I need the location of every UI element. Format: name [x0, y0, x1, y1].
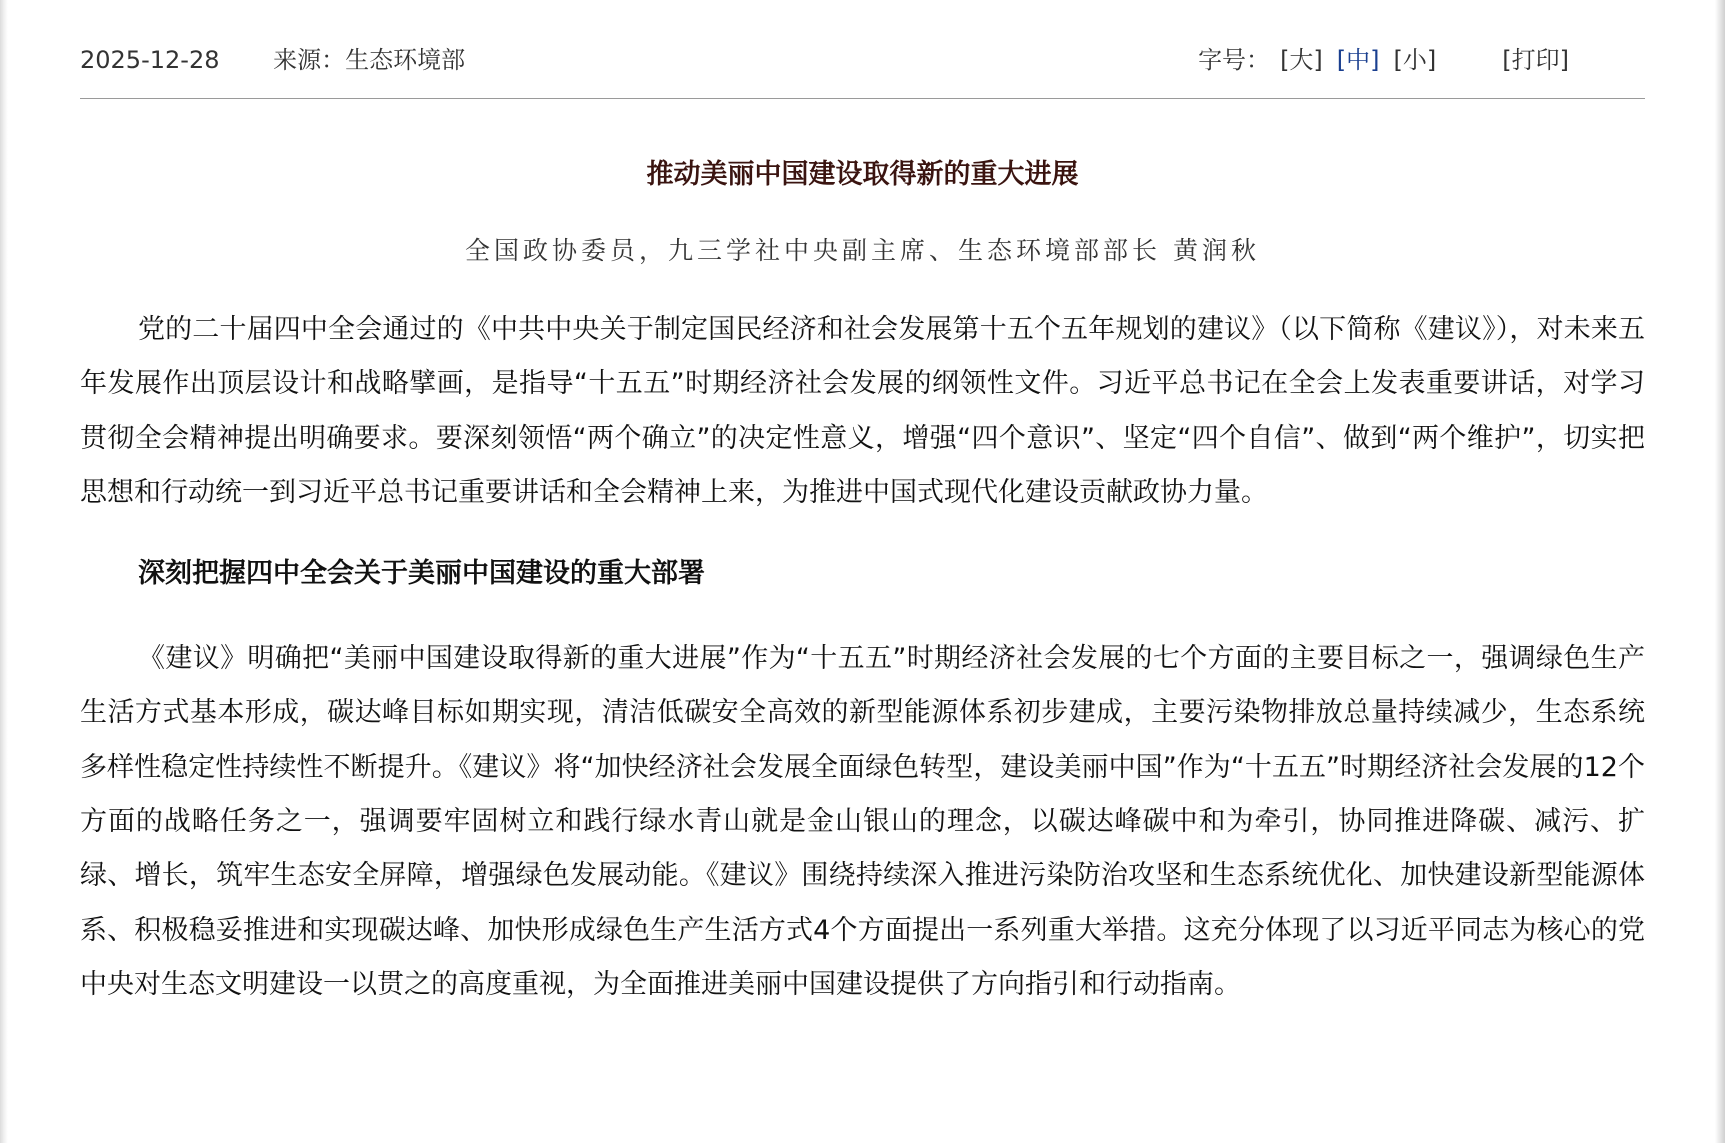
article-page	[80, 0, 1645, 1012]
page-left-shadow	[0, 0, 8, 1143]
article-source: 来源：生态环境部	[273, 46, 466, 74]
font-size-large-button[interactable]: [大]	[1280, 46, 1323, 74]
font-size-label: 字号：	[1198, 46, 1271, 74]
article-meta-info	[80, 44, 465, 76]
section-heading: 深刻把握四中全会关于美丽中国建设的重大部署	[138, 558, 705, 590]
article-paragraph: 《建议》明确把“美丽中国建设取得新的重大进展”作为“十五五”时期经济社会发展的七个方面的主要目标之一，强调绿色生产生活方式基本形成，碳达峰目标如期实现，清洁低碳安全高效的新型能源体系初步建成，主要污染物排放总量持续减少，生态系统多样性稳定性持续性不断提升。《建议》将“加快经济社会发展全面绿色转型，建设美丽中国”作为“十五五”时期经济社会发展的12个方面的战略任务之一，强调要牢固树立和践行绿水青山就是金山银山的理念，以碳达峰碳中和为牵引，协同推进降碳、减污、扩绿、增长，筑牢生态安全屏障，增强绿色发展动能。《建议》围绕持续深入推进污染防治攻坚和生态系统优化、加快建设新型能源体系、积极稳妥推进和实现碳达峰、加快形成绿色生产生活方式4个方面提出一系列重大举措。这充分体现了以习近平同志为核心的党中央对生态文明建设一以贯之的高度重视，为全面推进美丽中国建设提供了方向指引和行动指南。	[80, 643, 1645, 1000]
article-paragraph: 党的二十届四中全会通过的《中共中央关于制定国民经济和社会发展第十五个五年规划的建议》（以下简称《建议》），对未来五年发展作出顶层设计和战略擘画，是指导“十五五”时期经济社会发展的纲领性文件。习近平总书记在全会上发表重要讲话，对学习贯彻全会精神提出明确要求。要深刻领悟“两个确立”的决定性意义，增强“四个意识”、坚定“四个自信”、做到“两个维护”，切实把思想和行动统一到习近平总书记重要讲话和全会精神上来，为推进中国式现代化建设贡献政协力量。	[80, 314, 1645, 508]
article-byline: 全国政协委员，九三学社中央副主席、生态环境部部长 黄润秋	[465, 236, 1260, 265]
article-meta-bar	[80, 0, 1645, 99]
article-title: 推动美丽中国建设取得新的重大进展	[646, 159, 1079, 190]
print-button[interactable]: [打印]	[1502, 46, 1569, 74]
article-tools	[1198, 44, 1569, 76]
font-size-small-button[interactable]: [小]	[1393, 46, 1437, 74]
font-size-medium-button[interactable]: [中]	[1336, 46, 1380, 74]
page-right-shadow	[1715, 0, 1725, 1143]
publish-date: 2025-12-28	[80, 46, 220, 74]
